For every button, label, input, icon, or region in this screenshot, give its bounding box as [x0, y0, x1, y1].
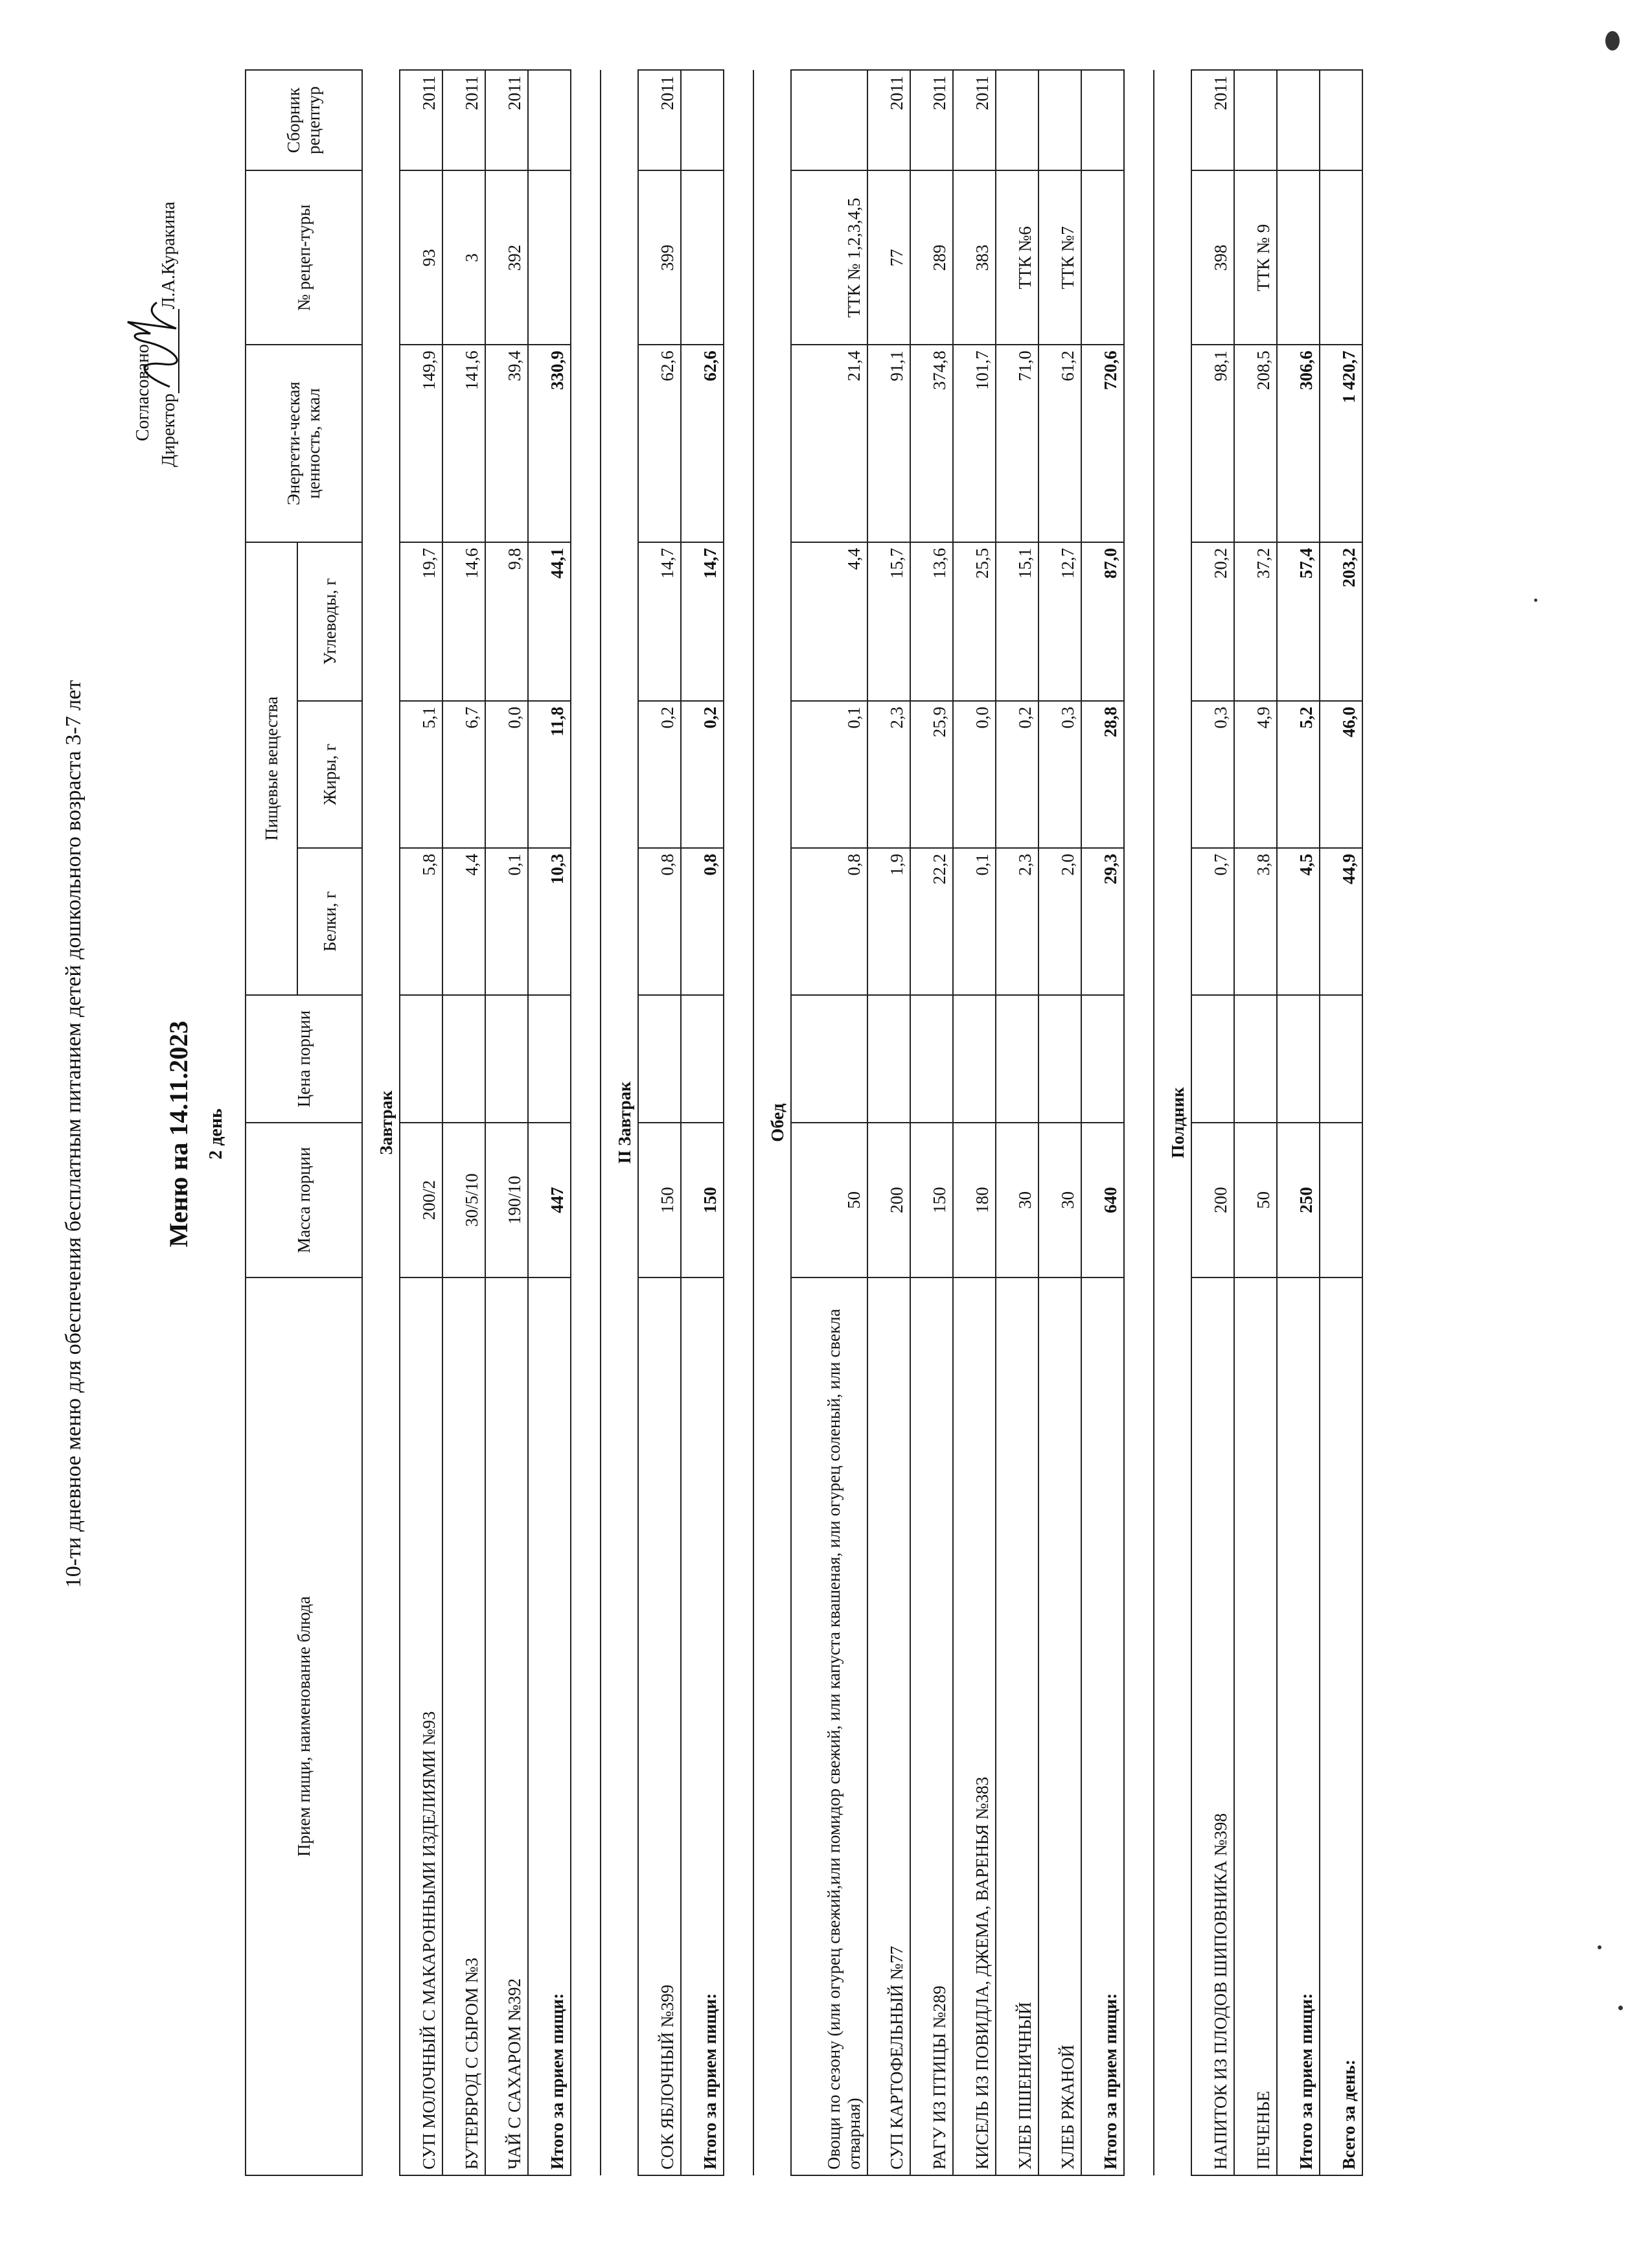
meal-total-carbs: 57,4	[1277, 542, 1320, 701]
meal-total-carbs: 44,1	[528, 542, 571, 701]
portion-price	[1234, 995, 1277, 1123]
carbs: 20,2	[1191, 542, 1234, 701]
section-gap	[571, 70, 601, 2175]
energy: 21,4	[791, 345, 867, 542]
header-recipe-book: Сборник рецептур	[246, 70, 362, 170]
meal-total-proteins: 0,8	[681, 848, 724, 995]
day-total-fats: 46,0	[1320, 701, 1362, 848]
meal-total-book	[1277, 70, 1320, 170]
gap-cell	[1124, 70, 1154, 2175]
meal-total-book	[1081, 70, 1124, 170]
table-row	[791, 70, 867, 2175]
meal-total-label: Итого за прием пищи:	[528, 1277, 571, 2175]
fats: 25,9	[910, 701, 953, 848]
table-row	[442, 70, 485, 2175]
meal-total-label: Итого за прием пищи:	[681, 1277, 724, 2175]
meal-total-fats: 28,8	[1081, 701, 1124, 848]
proteins: 3,8	[1234, 848, 1277, 995]
day-total-row	[1320, 70, 1362, 2175]
dish-name: ЧАЙ С САХАРОМ №392	[485, 1277, 528, 2175]
recipe-number: 398	[1191, 170, 1234, 345]
recipe-book: 2011	[400, 70, 442, 170]
day-total-energy: 1 420,7	[1320, 345, 1362, 542]
recipe-book: 2011	[953, 70, 996, 170]
table-row	[1234, 70, 1277, 2175]
table-row	[953, 70, 996, 2175]
fats: 0,3	[1191, 701, 1234, 848]
meal-total-mass: 250	[1277, 1123, 1320, 1277]
portion-price	[400, 995, 442, 1123]
recipe-number: 3	[442, 170, 485, 345]
header-carbs: Углеводы, г	[297, 542, 362, 701]
menu-table	[245, 69, 1363, 2176]
meal-total-mass: 150	[681, 1123, 724, 1277]
portion-mass: 30	[1038, 1123, 1081, 1277]
fats: 2,3	[867, 701, 910, 848]
approval-label: Согласовано	[133, 344, 153, 441]
header-nutrients: Пищевые вещества	[246, 542, 297, 995]
dish-name: СОК ЯБЛОЧНЫЙ №399	[638, 1277, 681, 2175]
meal-total-recipe	[681, 170, 724, 345]
header-meal-name: Прием пищи, наименование блюда	[246, 1277, 362, 2175]
fats: 0,0	[485, 701, 528, 848]
portion-price	[638, 995, 681, 1123]
meal-total-book	[681, 70, 724, 170]
energy: 39,4	[485, 345, 528, 542]
meal-total-mass: 640	[1081, 1123, 1124, 1277]
section-row	[362, 70, 400, 2175]
meal-total-energy: 720,6	[1081, 345, 1124, 542]
meal-total-carbs: 14,7	[681, 542, 724, 701]
proteins: 2,3	[996, 848, 1038, 995]
gap-cell	[724, 70, 753, 2175]
proteins: 0,8	[791, 848, 867, 995]
energy: 61,2	[1038, 345, 1081, 542]
portion-price	[996, 995, 1038, 1123]
energy: 141,6	[442, 345, 485, 542]
recipe-book	[996, 70, 1038, 170]
carbs: 9,8	[485, 542, 528, 701]
energy: 149,9	[400, 345, 442, 542]
carbs: 14,7	[638, 542, 681, 701]
menu-body	[362, 70, 1362, 2175]
meal-total-recipe	[528, 170, 571, 345]
energy: 98,1	[1191, 345, 1234, 542]
recipe-number: 289	[910, 170, 953, 345]
section-title: Обед	[753, 70, 791, 2175]
table-row	[1038, 70, 1081, 2175]
section-title: Полдник	[1154, 70, 1191, 2175]
fats: 0,2	[638, 701, 681, 848]
portion-mass: 190/10	[485, 1123, 528, 1277]
portion-price	[910, 995, 953, 1123]
table-row	[400, 70, 442, 2175]
header-portion-price: Цена порции	[246, 995, 362, 1123]
section-row	[753, 70, 791, 2175]
carbs: 12,7	[1038, 542, 1081, 701]
header-recipe-no: № рецеп-туры	[246, 170, 362, 345]
portion-price	[791, 995, 867, 1123]
dish-name: Овощи по сезону (или огурец свежий,или помидор свежий, или капуста квашеная, или огурец соленый, или свекла отварная)	[791, 1277, 867, 2175]
meal-total-energy: 306,6	[1277, 345, 1320, 542]
recipe-book	[1234, 70, 1277, 170]
energy: 71,0	[996, 345, 1038, 542]
proteins: 0,1	[485, 848, 528, 995]
proteins: 4,4	[442, 848, 485, 995]
energy: 101,7	[953, 345, 996, 542]
carbs: 14,6	[442, 542, 485, 701]
meal-total-proteins: 29,3	[1081, 848, 1124, 995]
proteins: 0,1	[953, 848, 996, 995]
day-total-mass	[1320, 1123, 1362, 1277]
table-row	[910, 70, 953, 2175]
section-row	[1154, 70, 1191, 2175]
day-total-book	[1320, 70, 1362, 170]
carbs: 25,5	[953, 542, 996, 701]
meal-total-proteins: 10,3	[528, 848, 571, 995]
fats: 4,9	[1234, 701, 1277, 848]
day-total-carbs: 203,2	[1320, 542, 1362, 701]
document-title: 10-ти дневное меню для обеспечения бесплатным питанием детей дошкольного возраста 3-7 лет	[62, 680, 86, 1588]
meal-total-fats: 5,2	[1277, 701, 1320, 848]
recipe-number: 383	[953, 170, 996, 345]
dish-name: СУП МОЛОЧНЫЙ С МАКАРОННЫМИ ИЗДЕЛИЯМИ №93	[400, 1277, 442, 2175]
header-portion-mass: Масса порции	[246, 1123, 362, 1277]
section-title: II Завтрак	[601, 70, 638, 2175]
scan-dot	[1534, 599, 1537, 602]
portion-price	[442, 995, 485, 1123]
portion-mass: 200/2	[400, 1123, 442, 1277]
proteins: 2,0	[1038, 848, 1081, 995]
day-total-label: Всего за день:	[1320, 1277, 1362, 2175]
section-gap	[724, 70, 753, 2175]
carbs: 37,2	[1234, 542, 1277, 701]
recipe-book: 2011	[638, 70, 681, 170]
meal-total-price	[681, 995, 724, 1123]
dish-name: НАПИТОК ИЗ ПЛОДОВ ШИПОВНИКА №398	[1191, 1277, 1234, 2175]
scan-dot	[1598, 1945, 1601, 1949]
meal-total-recipe	[1277, 170, 1320, 345]
portion-mass: 150	[910, 1123, 953, 1277]
fats: 0,3	[1038, 701, 1081, 848]
day-total-proteins: 44,9	[1320, 848, 1362, 995]
recipe-book	[1038, 70, 1081, 170]
portion-price	[485, 995, 528, 1123]
meal-total-label: Итого за прием пищи:	[1081, 1277, 1124, 2175]
header-energy: Энергети-ческая ценность, ккал	[246, 345, 362, 542]
portion-mass: 30/5/10	[442, 1123, 485, 1277]
recipe-book: 2011	[867, 70, 910, 170]
recipe-book: 2011	[910, 70, 953, 170]
table-row	[638, 70, 681, 2175]
portion-mass: 150	[638, 1123, 681, 1277]
recipe-number: 399	[638, 170, 681, 345]
scan-mark	[1605, 31, 1620, 51]
menu-table-wrapper	[245, 69, 1363, 2176]
table-row	[485, 70, 528, 2175]
meal-total-energy: 330,9	[528, 345, 571, 542]
recipe-book	[791, 70, 867, 170]
portion-mass: 50	[791, 1123, 867, 1277]
portion-mass: 50	[1234, 1123, 1277, 1277]
fats: 0,1	[791, 701, 867, 848]
recipe-number: ТТК №7	[1038, 170, 1081, 345]
carbs: 15,7	[867, 542, 910, 701]
portion-mass: 30	[996, 1123, 1038, 1277]
portion-price	[1191, 995, 1234, 1123]
fats: 6,7	[442, 701, 485, 848]
recipe-number: 77	[867, 170, 910, 345]
meal-total-row	[528, 70, 571, 2175]
dish-name: ХЛЕБ ПШЕНИЧНЫЙ	[996, 1277, 1038, 2175]
meal-total-fats: 11,8	[528, 701, 571, 848]
meal-total-row	[681, 70, 724, 2175]
portion-price	[867, 995, 910, 1123]
meal-total-label: Итого за прием пищи:	[1277, 1277, 1320, 2175]
meal-total-row	[1081, 70, 1124, 2175]
day-total-price	[1320, 995, 1362, 1123]
energy: 62,6	[638, 345, 681, 542]
meal-total-carbs: 87,0	[1081, 542, 1124, 701]
energy: 374,8	[910, 345, 953, 542]
table-row	[1191, 70, 1234, 2175]
section-row	[601, 70, 638, 2175]
meal-total-price	[1081, 995, 1124, 1123]
proteins: 1,9	[867, 848, 910, 995]
meal-total-price	[528, 995, 571, 1123]
energy: 208,5	[1234, 345, 1277, 542]
energy: 91,1	[867, 345, 910, 542]
day-label: 2 день	[206, 1108, 226, 1160]
portion-mass: 180	[953, 1123, 996, 1277]
proteins: 0,7	[1191, 848, 1234, 995]
dish-name: ПЕЧЕНЬЕ	[1234, 1277, 1277, 2175]
recipe-number: ТТК № 1,2,3,4,5	[791, 170, 867, 345]
portion-price	[1038, 995, 1081, 1123]
carbs: 15,1	[996, 542, 1038, 701]
proteins: 0,8	[638, 848, 681, 995]
fats: 0,0	[953, 701, 996, 848]
meal-total-price	[1277, 995, 1320, 1123]
dish-name: СУП КАРТОФЕЛЬНЫЙ №77	[867, 1277, 910, 2175]
meal-total-mass: 447	[528, 1123, 571, 1277]
meal-total-energy: 62,6	[681, 345, 724, 542]
fats: 0,2	[996, 701, 1038, 848]
recipe-number: 93	[400, 170, 442, 345]
gap-cell	[571, 70, 601, 2175]
recipe-book: 2011	[485, 70, 528, 170]
dish-name: ХЛЕБ РЖАНОЙ	[1038, 1277, 1081, 2175]
header-fats: Жиры, г	[297, 701, 362, 848]
portion-mass: 200	[867, 1123, 910, 1277]
dish-name: РАГУ ИЗ ПТИЦЫ №289	[910, 1277, 953, 2175]
meal-total-fats: 0,2	[681, 701, 724, 848]
scan-dot	[1618, 2006, 1623, 2010]
proteins: 5,8	[400, 848, 442, 995]
meal-total-proteins: 4,5	[1277, 848, 1320, 995]
approval-role: Директор	[159, 393, 179, 467]
day-total-recipe	[1320, 170, 1362, 345]
meal-total-row	[1277, 70, 1320, 2175]
section-gap	[1124, 70, 1154, 2175]
menu-date: Меню на 14.11.2023	[164, 1020, 193, 1248]
dish-name: БУТЕРБРОД С СЫРОМ №3	[442, 1277, 485, 2175]
carbs: 13,6	[910, 542, 953, 701]
meal-total-book	[528, 70, 571, 170]
section-title: Завтрак	[362, 70, 400, 2175]
fats: 5,1	[400, 701, 442, 848]
table-row	[867, 70, 910, 2175]
carbs: 4,4	[791, 542, 867, 701]
header-proteins: Белки, г	[297, 848, 362, 995]
recipe-number: ТТК № 9	[1234, 170, 1277, 345]
proteins: 22,2	[910, 848, 953, 995]
recipe-number: ТТК №6	[996, 170, 1038, 345]
carbs: 19,7	[400, 542, 442, 701]
dish-name: КИСЕЛЬ ИЗ ПОВИДЛА, ДЖЕМА, ВАРЕНЬЯ №383	[953, 1277, 996, 2175]
meal-total-recipe	[1081, 170, 1124, 345]
table-row	[996, 70, 1038, 2175]
recipe-book: 2011	[442, 70, 485, 170]
portion-price	[953, 995, 996, 1123]
recipe-number: 392	[485, 170, 528, 345]
approval-name: Л.А.Куракина	[159, 201, 179, 310]
portion-mass: 200	[1191, 1123, 1234, 1277]
recipe-book: 2011	[1191, 70, 1234, 170]
